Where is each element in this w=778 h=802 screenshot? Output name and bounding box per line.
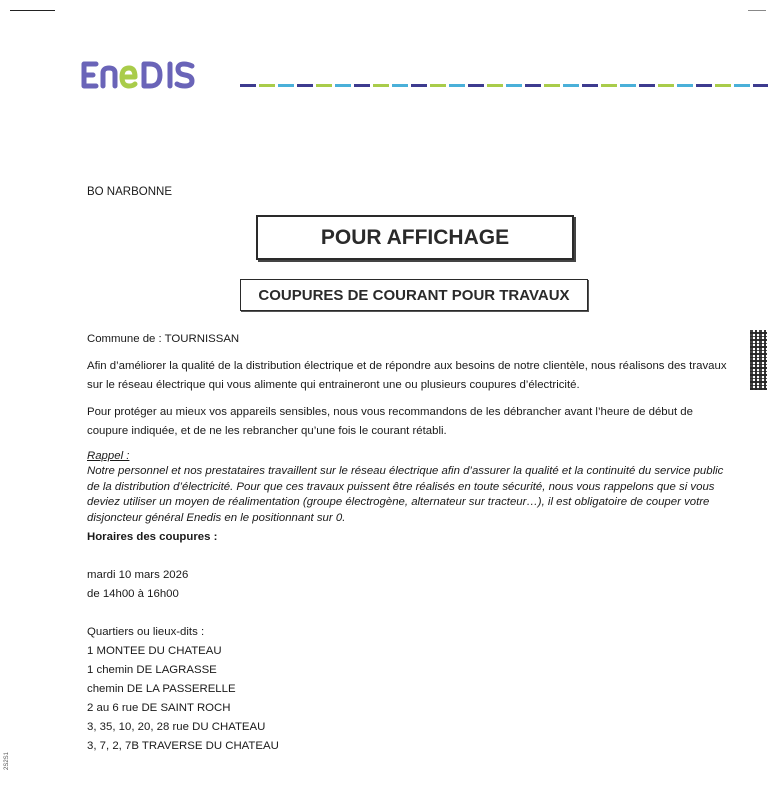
- place-item: chemin DE LA PASSERELLE: [87, 683, 236, 695]
- paragraph-advice: Pour protéger au mieux vos appareils sensibles, nous vous recommandons de les débrancher avant l’heure de début de coupure indiquée, et de ne les rebrancher qu’une fois le courant rétabli.: [87, 406, 693, 437]
- schedule-date: mardi 10 mars 2026: [87, 569, 189, 581]
- side-code: 2S2S1: [4, 751, 10, 770]
- places-list: [87, 642, 279, 756]
- scan-dash: [748, 10, 766, 11]
- logo-rule: [240, 84, 768, 87]
- sub-title-box: [240, 279, 588, 311]
- commune: Commune de : TOURNISSAN: [87, 333, 240, 345]
- place-item: 3, 35, 10, 20, 28 rue DU CHATEAU: [87, 721, 266, 733]
- office-name: BO NARBONNE: [87, 186, 172, 198]
- main-title: POUR AFFICHAGE: [320, 225, 510, 249]
- places-heading: Quartiers ou lieux-dits :: [87, 626, 205, 638]
- datamatrix-code: [750, 330, 767, 390]
- rappel-heading: Rappel :: [87, 450, 130, 462]
- enedis-logo: [78, 56, 228, 92]
- rappel-text: Notre personnel et nos prestataires travaillent sur le réseau électrique afin d’assurer la qualité et la continuité du service public de la distribution d’électricité. Pour que ces travaux puissent être réalisés en toute sécurité, nous vous rappelons que si vous deviez utiliser un moyen de réalimentation (groupe électrogène, alternateur sur tracteur…), il est obligatoire de couper votre disjoncteur général Enedis en le positionnant sur 0.: [87, 465, 724, 524]
- place-item: 3, 7, 2, 7B TRAVERSE DU CHATEAU: [87, 740, 279, 752]
- main-title-box: [256, 215, 574, 260]
- place-item: 1 chemin DE LAGRASSE: [87, 664, 217, 676]
- place-item: 2 au 6 rue DE SAINT ROCH: [87, 702, 231, 714]
- rappel-label: [87, 449, 727, 465]
- schedule-time: de 14h00 à 16h00: [87, 588, 179, 600]
- paragraph-intro: Afin d’améliorer la qualité de la distribution électrique et de répondre aux besoins de notre clientèle, nous réalisons des travaux sur le réseau électrique qui vous alimente qui entraineront une ou plusieurs coupures d’électricité.: [87, 360, 727, 391]
- place-item: 1 MONTEE DU CHATEAU: [87, 645, 222, 657]
- scan-mark: [10, 10, 55, 11]
- sub-title: COUPURES DE COURANT POUR TRAVAUX: [258, 286, 570, 304]
- schedule-heading: Horaires des coupures :: [87, 531, 218, 543]
